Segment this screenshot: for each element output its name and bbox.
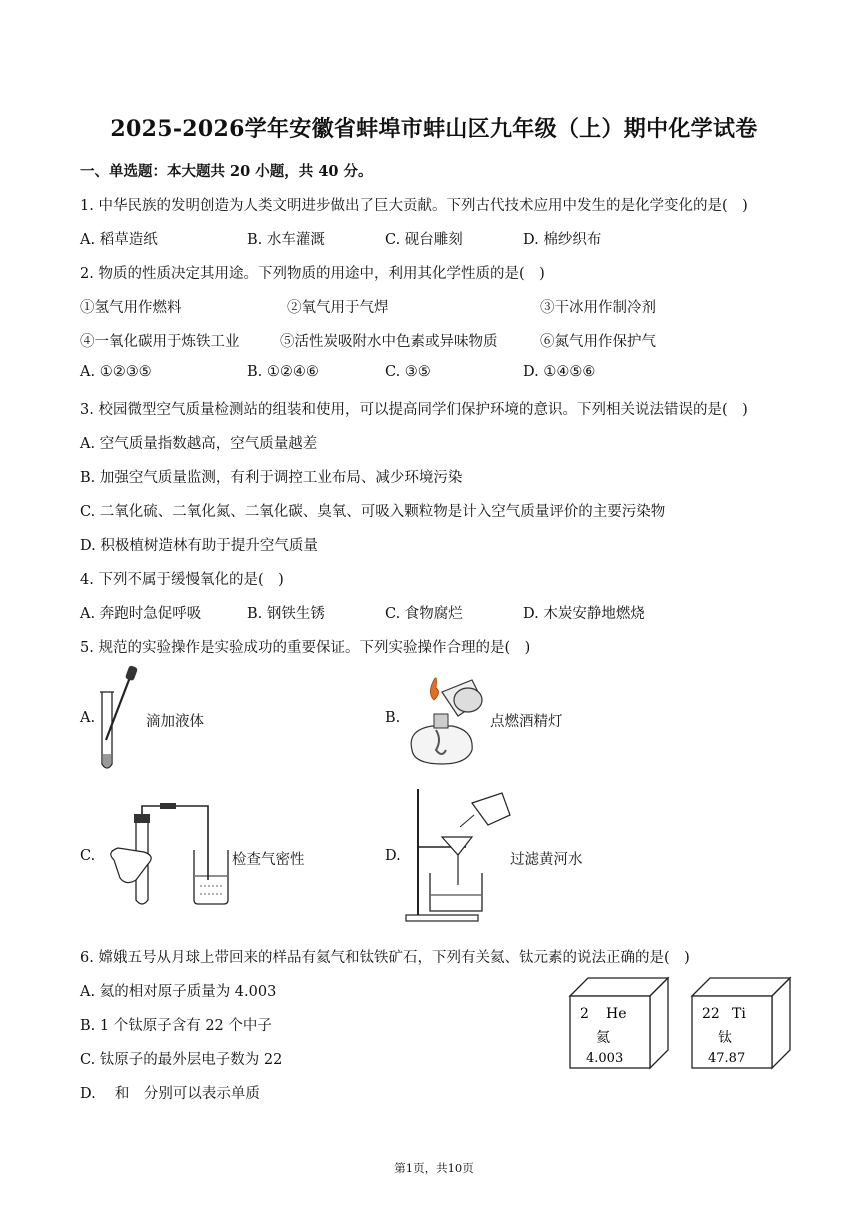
question-1-stem: 1. 中华民族的发明创造为人类文明进步做出了巨大贡献。下列古代技术应用中发生的是化学变化的是( ) [80,198,748,214]
page-footer: 第1页，共10页 [394,1161,474,1175]
q2-option-b: B. ①②④⑥ [247,364,319,380]
he-atomic-number: 2 [580,1006,589,1022]
ti-symbol: Ti [732,1006,746,1022]
he-symbol: He [606,1006,627,1022]
ti-atomic-number: 22 [702,1006,720,1022]
q4-option-c: C. 食物腐烂 [385,606,463,622]
q6-option-a: A. 氦的相对原子质量为 4.003 [80,984,277,1000]
question-3-stem: 3. 校园微型空气质量检测站的组装和使用，可以提高同学们保护环境的意识。下列相关说法错误的是( ) [80,402,748,418]
q5-option-b-letter: B. [385,710,401,726]
he-name: 氦 [596,1030,610,1046]
filtration-illustration [402,785,517,925]
q5-option-d-letter: D. [385,848,401,864]
q5-option-c-letter: C. [80,848,96,864]
q2-item-3: ③干冰用作制冷剂 [540,300,656,316]
helium-element-card [566,974,672,1072]
q2-item-1: ①氢气用作燃料 [80,300,182,316]
q2-item-5: ⑤活性炭吸附水中色素或异味物质 [280,334,498,350]
question-5-stem: 5. 规范的实验操作是实验成功的重要保证。下列实验操作合理的是( ) [80,640,531,656]
ti-atomic-mass: 47.87 [708,1051,746,1066]
q2-item-6: ⑥氮气用作保护气 [540,334,656,350]
q2-option-d: D. ①④⑤⑥ [523,364,596,380]
dropper-testtube-illustration [96,662,146,777]
q6-option-b: B. 1 个钛原子含有 22 个中子 [80,1018,272,1034]
q1-option-d: D. 棉纱织布 [523,232,602,248]
ti-name: 钛 [718,1030,732,1046]
titanium-element-card [688,974,794,1072]
q5-option-c-text: 检查气密性 [232,852,305,868]
q2-option-c: C. ③⑤ [385,364,431,380]
q3-option-d: D. 积极植树造林有助于提升空气质量 [80,538,318,554]
q1-option-b: B. 水车灌溉 [247,232,325,248]
q2-item-4: ④一氧化碳用于炼铁工业 [80,334,240,350]
he-atomic-mass: 4.003 [586,1051,624,1066]
q4-option-a: A. 奔跑时急促呼吸 [80,606,202,622]
q1-option-a: A. 稻草造纸 [80,232,158,248]
q5-option-b-text: 点燃酒精灯 [490,714,563,730]
q5-option-d-text: 过滤黄河水 [510,852,583,868]
alcohol-lamp-illustration [402,670,487,770]
q6-option-c: C. 钛原子的最外层电子数为 22 [80,1052,283,1068]
q1-option-c: C. 砚台雕刻 [385,232,463,248]
question-6-stem: 6. 嫦娥五号从月球上带回来的样品有氦气和钛铁矿石，下列有关氦、钛元素的说法正确的是( ) [80,950,690,966]
q4-option-b: B. 钢铁生锈 [247,606,325,622]
q2-option-a: A. ①②③⑤ [80,364,152,380]
airtightness-check-illustration [96,800,236,910]
q2-item-2: ②氧气用于气焊 [287,300,389,316]
q5-option-a-letter: A. [80,710,96,726]
q3-option-b: B. 加强空气质量监测，有利于调控工业布局、减少环境污染 [80,470,463,486]
q3-option-a: A. 空气质量指数越高，空气质量越差 [80,436,318,452]
q5-option-a-text: 滴加液体 [146,714,204,730]
q4-option-d: D. 木炭安静地燃烧 [523,606,645,622]
section-heading: 一、单选题：本大题共 20 小题，共 40 分。 [80,163,373,180]
question-2-stem: 2. 物质的性质决定其用途。下列物质的用途中，利用其化学性质的是( ) [80,266,545,282]
question-4-stem: 4. 下列不属于缓慢氧化的是( ) [80,572,284,588]
q6-option-d: D. 和 分别可以表示单质 [80,1086,260,1102]
page-title: 2025-2026学年安徽省蚌埠市蚌山区九年级（上）期中化学试卷 [110,116,758,142]
q3-option-c: C. 二氧化硫、二氧化氮、二氧化碳、臭氧、可吸入颗粒物是计入空气质量评价的主要污染物 [80,504,666,520]
